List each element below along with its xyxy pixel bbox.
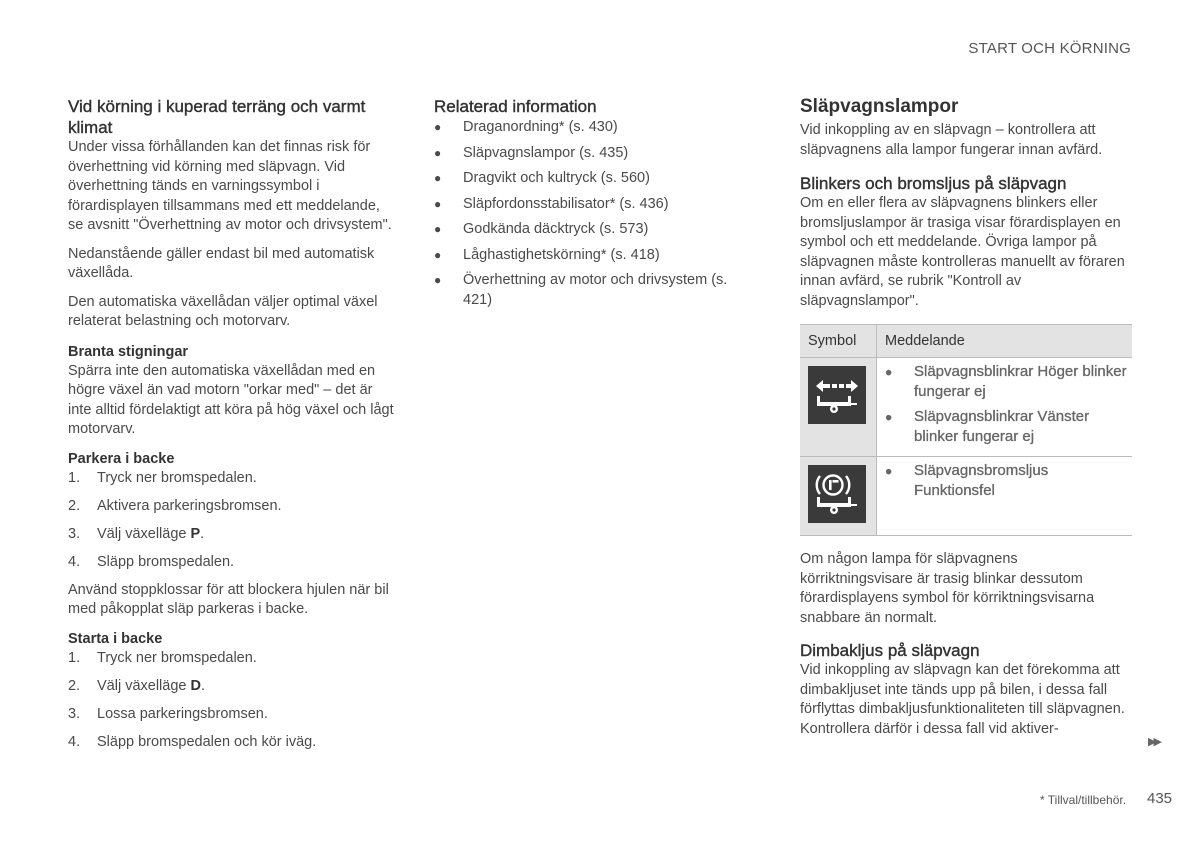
paragraph: Om någon lampa för släpvagnens körriktningsvisare är trasig blinkar dessutom förardisplayens symbol för körriktningsvisarna snabbare än normalt. bbox=[800, 551, 1095, 626]
list-item: 4. Släpp bromspedalen och kör iväg. bbox=[68, 733, 317, 750]
related-link[interactable]: ● Överhettning av motor och drivsystem (s. 421) bbox=[434, 272, 728, 308]
list-item: 3. Lossa parkeringsbromsen. bbox=[68, 705, 268, 722]
heading-related-information: Relaterad information bbox=[434, 97, 597, 116]
list-item: 1. Tryck ner bromspedalen. bbox=[68, 649, 257, 666]
related-links-list bbox=[434, 118, 734, 310]
message-item: ● Släpvagnsblinkrar Vänster blinker fungerar ej bbox=[885, 408, 1090, 445]
steps-list-starting bbox=[68, 649, 398, 752]
table-row bbox=[800, 358, 1132, 457]
section-header: START OCH KÖRNING bbox=[968, 40, 1131, 57]
column-middle bbox=[434, 96, 734, 316]
paragraph: Spärra inte den automatiska växellådan med en högre växel än vad motorn "orkar med" – det är inte alltid fördelaktigt att köra på hög växel och lågt motorvarv. bbox=[68, 362, 394, 437]
related-link[interactable]: ● Släpfordonsstabilisator* (s. 436) bbox=[434, 195, 669, 212]
paragraph: Använd stoppklossar för att blockera hjulen när bil med påkopplat släp parkeras i backe. bbox=[68, 581, 389, 617]
heading-trailer-lamps: Släpvagnslampor bbox=[800, 96, 959, 117]
paragraph: Om en eller flera av släpvagnens blinkers eller bromsljuslampor är trasiga visar förardisplayen en symbol och ett meddelande. Övriga lampor på släpvagnen måste kontrolleras manuellt av föraren innan avfärd, se rubrik "Kontroll av släpvagnslampor". bbox=[800, 195, 1125, 309]
heading-rear-fog-light: Dimbakljus på släpvagn bbox=[800, 641, 980, 660]
list-item: 1. Tryck ner bromspedalen. bbox=[68, 469, 257, 486]
related-link[interactable]: ● Låghastighetskörning* (s. 418) bbox=[434, 246, 660, 263]
subheading-steep-inclines: Branta stigningar bbox=[68, 343, 189, 360]
paragraph: Vid inkoppling av släpvagn kan det förekomma att dimbakljuset inte tänds upp på bilen, i dessa fall förflyttas dimbakljusfunktionaliteten till släpvagnen. Kontrollera därför i dessa fall vid aktiver- bbox=[800, 662, 1125, 737]
paragraph-intro: Vid inkoppling av en släpvagn – kontrollera att släpvagnens alla lampor fungerar innan avfärd. bbox=[800, 122, 1103, 158]
paragraph: Nedanstående gäller endast bil med automatisk växellåda. bbox=[68, 245, 375, 281]
paragraph: Under vissa förhållanden kan det finnas risk för överhettning vid körning med släpvagn. Vid överhettning tänds en varningssymbol i förardisplayen tillsammans med ett meddelande, se avsnitt "Överhettning av motor och drivsystem". bbox=[68, 139, 392, 233]
column-left bbox=[68, 96, 398, 761]
list-item: 3. Välj växelläge P. bbox=[68, 525, 205, 542]
table-header-message: Meddelande bbox=[877, 325, 1133, 358]
trailer-brake-light-icon bbox=[808, 465, 866, 523]
column-right bbox=[800, 96, 1132, 748]
related-link[interactable]: ● Släpvagnslampor (s. 435) bbox=[434, 144, 629, 161]
list-item: 2. Aktivera parkeringsbromsen. bbox=[68, 497, 282, 514]
list-item: 4. Släpp bromspedalen. bbox=[68, 553, 235, 570]
footnote: * Tillval/tillbehör. bbox=[1040, 793, 1127, 807]
list-item: 2. Välj växelläge D. bbox=[68, 677, 206, 694]
paragraph: Den automatiska växellådan väljer optimal växel relaterat belastning och motorvarv. bbox=[68, 293, 378, 329]
page-number: 435 bbox=[1147, 790, 1173, 807]
message-list bbox=[885, 362, 1132, 447]
double-arrow-right-icon: ▶▶ bbox=[1148, 736, 1159, 748]
trailer-turn-signal-icon bbox=[808, 366, 866, 424]
message-item: ● Släpvagnsblinkrar Höger blinker fungerar ej bbox=[885, 363, 1127, 400]
related-link[interactable]: ● Dragvikt och kultryck (s. 560) bbox=[434, 170, 650, 186]
table-row bbox=[800, 457, 1132, 536]
message-item: ● Släpvagnsbromsljus Funktionsfel bbox=[885, 462, 1049, 499]
related-link[interactable]: ● Draganordning* (s. 430) bbox=[434, 119, 618, 135]
message-list bbox=[885, 461, 1132, 501]
subheading-start-on-hill: Starta i backe bbox=[68, 630, 163, 647]
steps-list-parking bbox=[68, 469, 398, 572]
symbol-message-table bbox=[800, 324, 1132, 536]
table-header-symbol: Symbol bbox=[800, 325, 877, 358]
subheading-park-on-hill: Parkera i backe bbox=[68, 450, 175, 467]
related-link[interactable]: ● Godkända däcktryck (s. 573) bbox=[434, 221, 649, 237]
heading-turn-brake-lights: Blinkers och bromsljus på släpvagn bbox=[800, 174, 1067, 193]
heading-hilly-terrain: Vid körning i kuperad terräng och varmt klimat bbox=[68, 97, 366, 137]
